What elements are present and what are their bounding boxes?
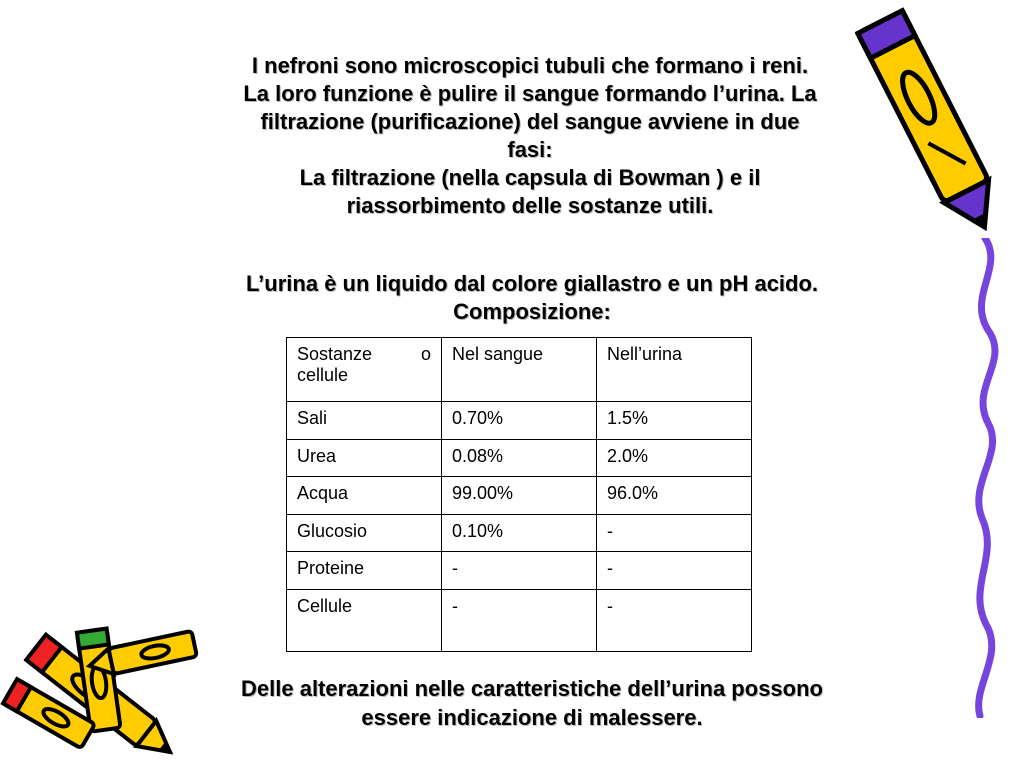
header-text: o (420, 344, 431, 364)
squiggle-line-icon (960, 238, 1010, 718)
intro-line: La loro funzione è pulire il sangue formando l’urina. La (243, 81, 817, 106)
header-text: cellule (297, 365, 349, 385)
table-cell: 1.5% (597, 402, 752, 440)
table-cell: Cellule (287, 589, 442, 651)
table-cell: 0.08% (442, 439, 597, 477)
urine-text (180, 270, 884, 326)
header-cell: Nel sangue (442, 338, 597, 402)
header-text: Sostanze (297, 344, 373, 364)
table-cell: - (597, 514, 752, 552)
table-cell: - (442, 589, 597, 651)
table-cell: 2.0% (597, 439, 752, 477)
composition-table (286, 337, 752, 652)
intro-line: La filtrazione (nella capsula di Bowman ) e il (299, 165, 761, 190)
table-cell: 96.0% (597, 477, 752, 515)
table-cell: - (442, 552, 597, 590)
table-cell: 99.00% (442, 477, 597, 515)
table-header-row (287, 338, 752, 402)
header-cell: Nell’urina (597, 338, 752, 402)
composition-heading: Composizione: (453, 299, 611, 324)
table-cell: Glucosio (287, 514, 442, 552)
table-row (287, 552, 752, 590)
intro-line: filtrazione (purificazione) del sangue avviene in due (260, 109, 800, 134)
table-cell: Acqua (287, 477, 442, 515)
table-cell: 0.10% (442, 514, 597, 552)
table-cell: Urea (287, 439, 442, 477)
table-cell: - (597, 589, 752, 651)
header-cell (287, 338, 442, 402)
conclusion-text (160, 674, 904, 732)
conclusion-line: essere indicazione di malessere. (361, 705, 703, 730)
table-row (287, 589, 752, 651)
table-row (287, 402, 752, 440)
table-row (287, 514, 752, 552)
table-cell: Proteine (287, 552, 442, 590)
table-cell: 0.70% (442, 402, 597, 440)
intro-line: fasi: (507, 137, 553, 162)
intro-text (160, 52, 900, 220)
intro-line: riassorbimento delle sostanze utili. (346, 193, 714, 218)
table-row (287, 477, 752, 515)
table-cell: - (597, 552, 752, 590)
table-cell: Sali (287, 402, 442, 440)
intro-line: I nefroni sono microscopici tubuli che formano i reni. (251, 53, 809, 78)
table-row (287, 439, 752, 477)
urine-line: L’urina è un liquido dal colore giallastro e un pH acido. (245, 271, 819, 296)
conclusion-line: Delle alterazioni nelle caratteristiche dell’urina possono (241, 676, 823, 701)
